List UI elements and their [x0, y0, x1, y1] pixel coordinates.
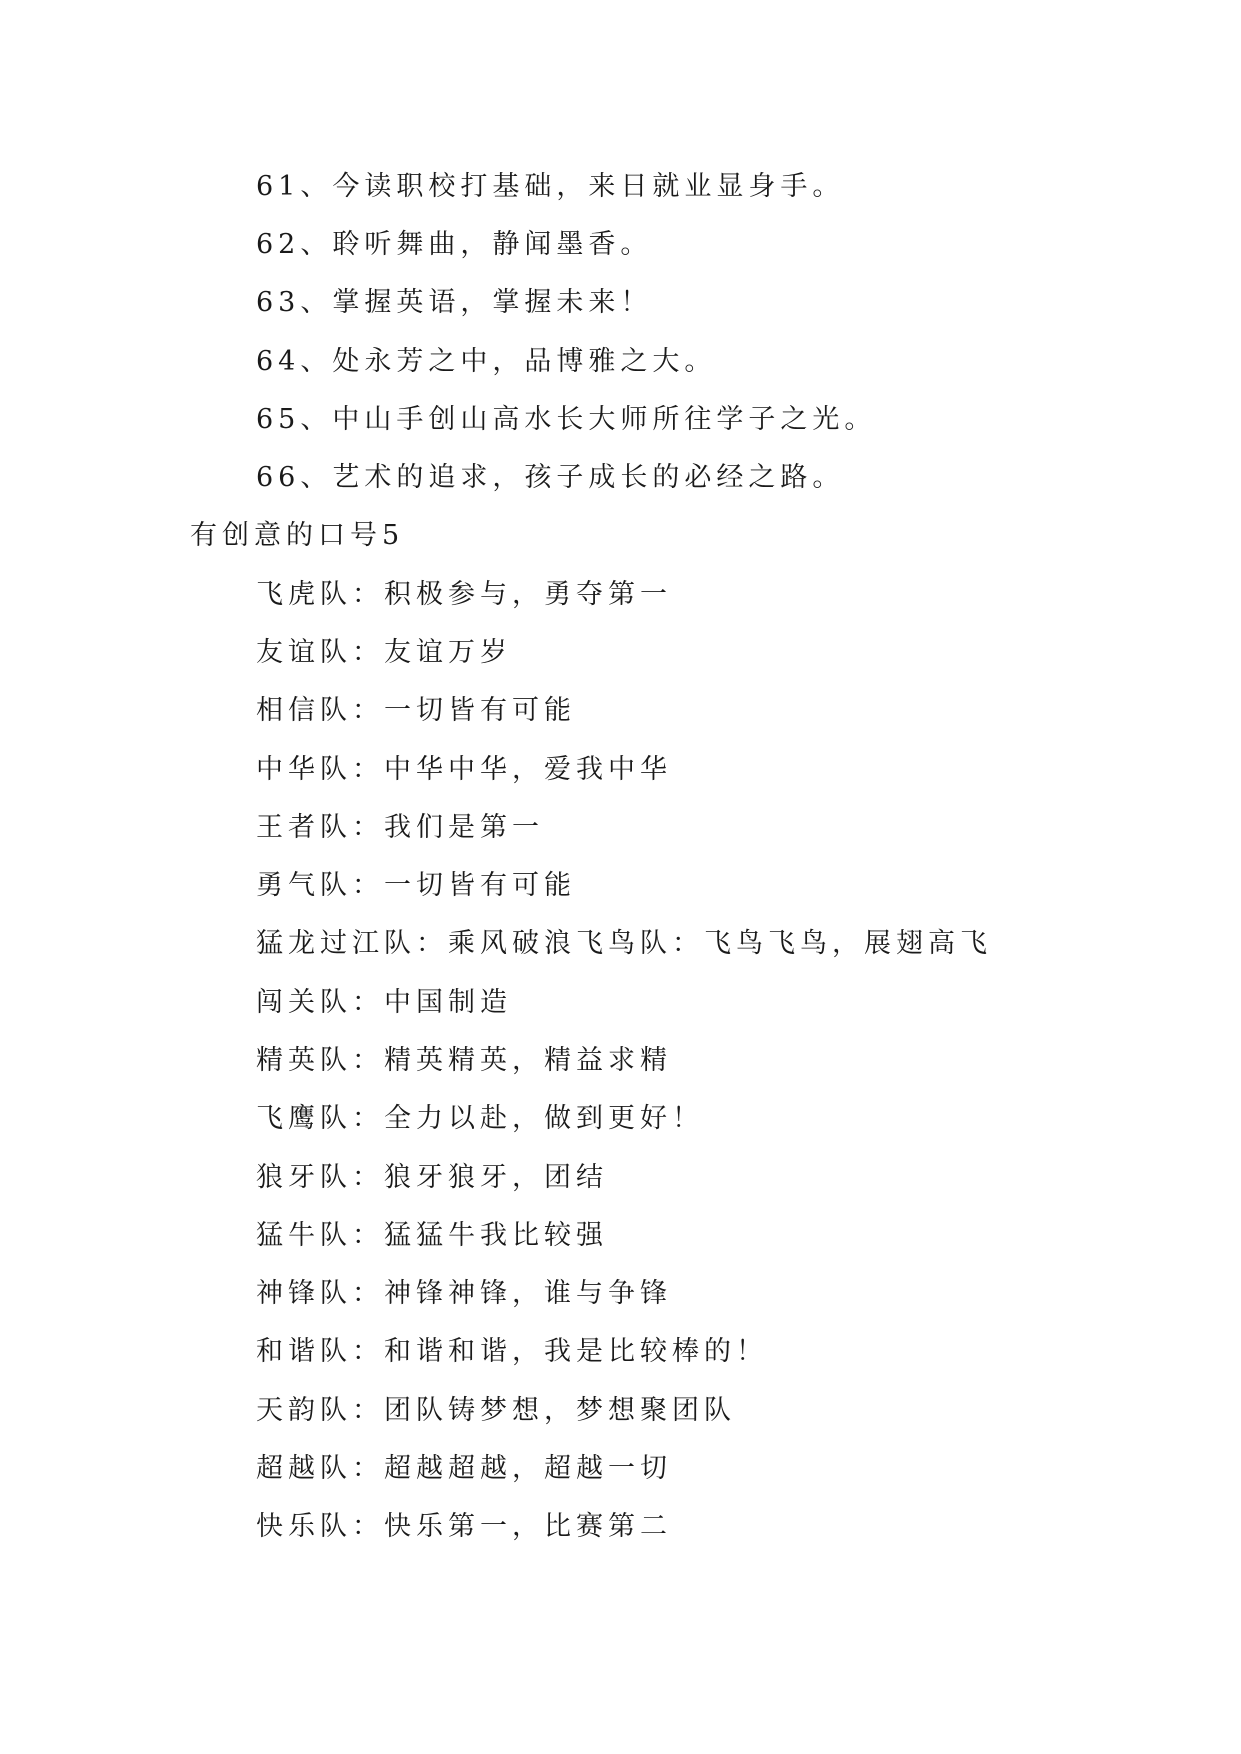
team-slogan-menglong: 猛龙过江队：乘风破浪飞鸟队：飞鸟飞鸟，展翅高飞 [256, 928, 992, 959]
team-slogan-tianyun: 天韵队：团队铸梦想，梦想聚团队 [256, 1395, 736, 1426]
team-slogan-youyi: 友谊队：友谊万岁 [256, 637, 512, 668]
team-slogan-mengniu: 猛牛队：猛猛牛我比较强 [256, 1220, 608, 1251]
team-slogan-chuangguan: 闯关队：中国制造 [256, 987, 512, 1018]
team-slogan-langya: 狼牙队：狼牙狼牙，团结 [256, 1162, 608, 1193]
slogan-64: 64、处永芳之中，品博雅之大。 [256, 346, 717, 377]
team-slogan-kuaile: 快乐队：快乐第一，比赛第二 [256, 1511, 672, 1542]
slogan-66: 66、艺术的追求，孩子成长的必经之路。 [256, 462, 845, 493]
team-slogan-hexie: 和谐队：和谐和谐，我是比较棒的！ [256, 1336, 768, 1367]
slogan-65: 65、中山手创山高水长大师所往学子之光。 [256, 404, 877, 435]
team-slogan-chaoyue: 超越队：超越超越，超越一切 [256, 1453, 672, 1484]
team-slogan-zhonghua: 中华队：中华中华，爱我中华 [256, 754, 672, 785]
slogan-62: 62、聆听舞曲，静闻墨香。 [256, 229, 653, 260]
team-slogan-wangzhe: 王者队：我们是第一 [256, 812, 544, 843]
team-slogan-jingying: 精英队：精英精英，精益求精 [256, 1045, 672, 1076]
team-slogan-shenfeng: 神锋队：神锋神锋，谁与争锋 [256, 1278, 672, 1309]
slogan-63: 63、掌握英语，掌握未来！ [256, 287, 653, 318]
section-heading: 有创意的口号5 [190, 520, 405, 551]
team-slogan-feiying: 飞鹰队：全力以赴，做到更好！ [256, 1103, 704, 1134]
team-slogan-yongqi: 勇气队：一切皆有可能 [256, 870, 576, 901]
slogan-61: 61、今读职校打基础，来日就业显身手。 [256, 171, 845, 202]
team-slogan-xiangxin: 相信队：一切皆有可能 [256, 695, 576, 726]
team-slogan-feihu: 飞虎队：积极参与，勇夺第一 [256, 579, 672, 610]
